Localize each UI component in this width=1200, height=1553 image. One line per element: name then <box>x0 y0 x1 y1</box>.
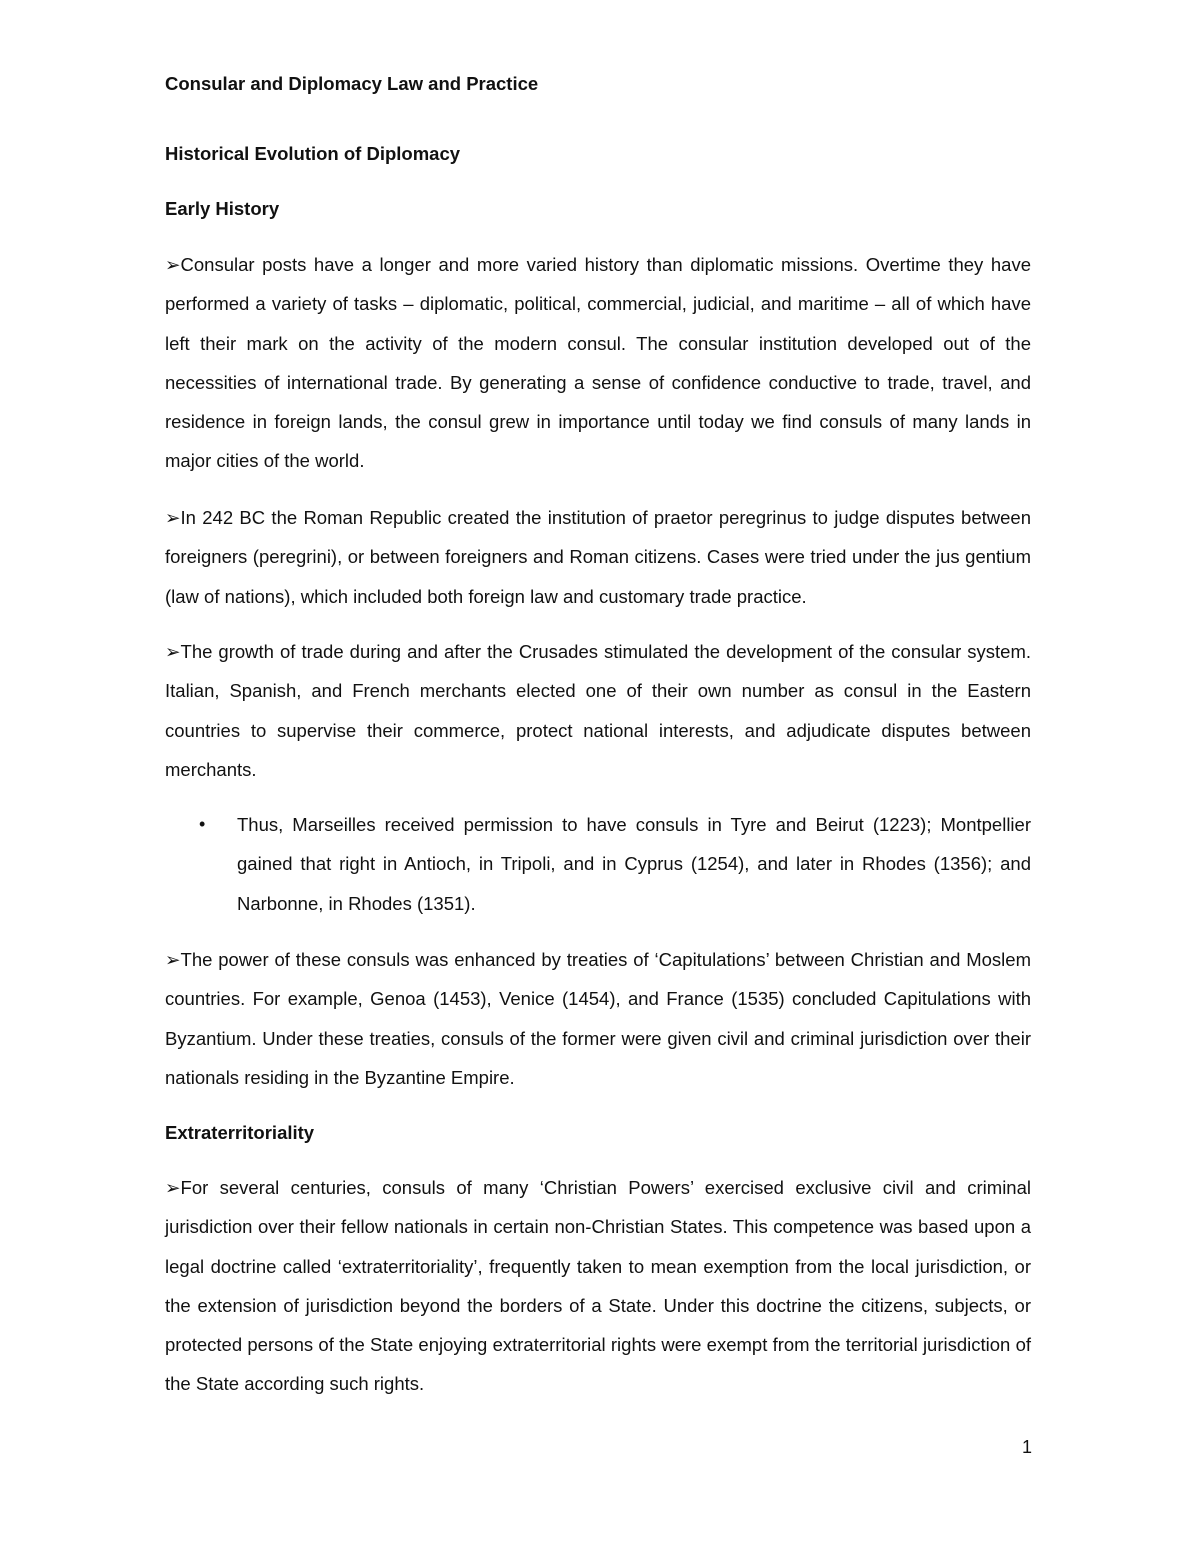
arrow-bullet-icon: ➢ <box>165 254 181 275</box>
paragraph-text: The growth of trade during and after the Crusades stimulated the development of the consular system. Italian, Spanish, and French merchants elected one of their own number as consul in the Eastern countries to supervise their commerce, protect national interests, and adjudicate disputes between merchants. <box>165 641 1031 780</box>
arrow-bullet-icon: ➢ <box>165 1177 181 1198</box>
paragraph-capitulations <box>165 940 1031 1097</box>
subsection-early-history: Early History <box>165 198 280 219</box>
paragraph-crusades <box>165 632 1031 789</box>
arrow-bullet-icon: ➢ <box>165 949 181 970</box>
bullet-list-item <box>199 805 1031 923</box>
paragraph-extraterritoriality <box>165 1168 1031 1404</box>
bullet-dot-icon: • <box>199 814 206 834</box>
section-title: Historical Evolution of Diplomacy <box>165 143 461 164</box>
paragraph-text: In 242 BC the Roman Republic created the institution of praetor peregrinus to judge disputes between foreigners (peregrini), or between foreigners and Roman citizens. Cases were tried under the jus gentium (law of nations), which included both foreign law and customary trade practice. <box>165 507 1031 607</box>
paragraph-text: Consular posts have a longer and more varied history than diplomatic missions. Overtime they have performed a variety of tasks – diplomatic, political, commercial, judicial, and maritime – all of which have left their mark on the activity of the modern consul. The consular institution developed out of the necessities of international trade. By generating a sense of confidence conductive to trade, travel, and residence in foreign lands, the consul grew in importance until today we find consuls of many lands in major cities of the world. <box>165 254 1031 472</box>
page-number: 1 <box>1021 1437 1032 1457</box>
paragraph-roman-republic <box>165 498 1031 616</box>
arrow-bullet-icon: ➢ <box>165 641 181 662</box>
paragraph-text: The power of these consuls was enhanced by treaties of ‘Capitulations’ between Christian and Moslem countries. For example, Genoa (1453), Venice (1454), and France (1535) concluded Capitulations with Byzantium. Under these treaties, consuls of the former were given civil and criminal jurisdiction over their nationals residing in the Byzantine Empire. <box>165 949 1031 1088</box>
bullet-item-text: Thus, Marseilles received permission to have consuls in Tyre and Beirut (1223); Montpellier gained that right in Antioch, in Tripoli, and in Cyprus (1254), and later in Rhodes (1356); and Narbonne, in Rhodes (1351). <box>237 814 1031 914</box>
paragraph-consular-posts <box>165 245 1031 481</box>
document-title: Consular and Diplomacy Law and Practice <box>165 73 539 94</box>
paragraph-text: For several centuries, consuls of many ‘Christian Powers’ exercised exclusive civil and criminal jurisdiction over their fellow nationals in certain non-Christian States. This competence was based upon a legal doctrine called ‘extraterritoriality’, frequently taken to mean exemption from the local jurisdiction, or the extension of jurisdiction beyond the borders of a State. Under this doctrine the citizens, subjects, or protected persons of the State enjoying extraterritorial rights were exempt from the territorial jurisdiction of the State according such rights. <box>165 1177 1031 1395</box>
subsection-extraterritoriality: Extraterritoriality <box>165 1122 315 1143</box>
arrow-bullet-icon: ➢ <box>165 507 181 528</box>
